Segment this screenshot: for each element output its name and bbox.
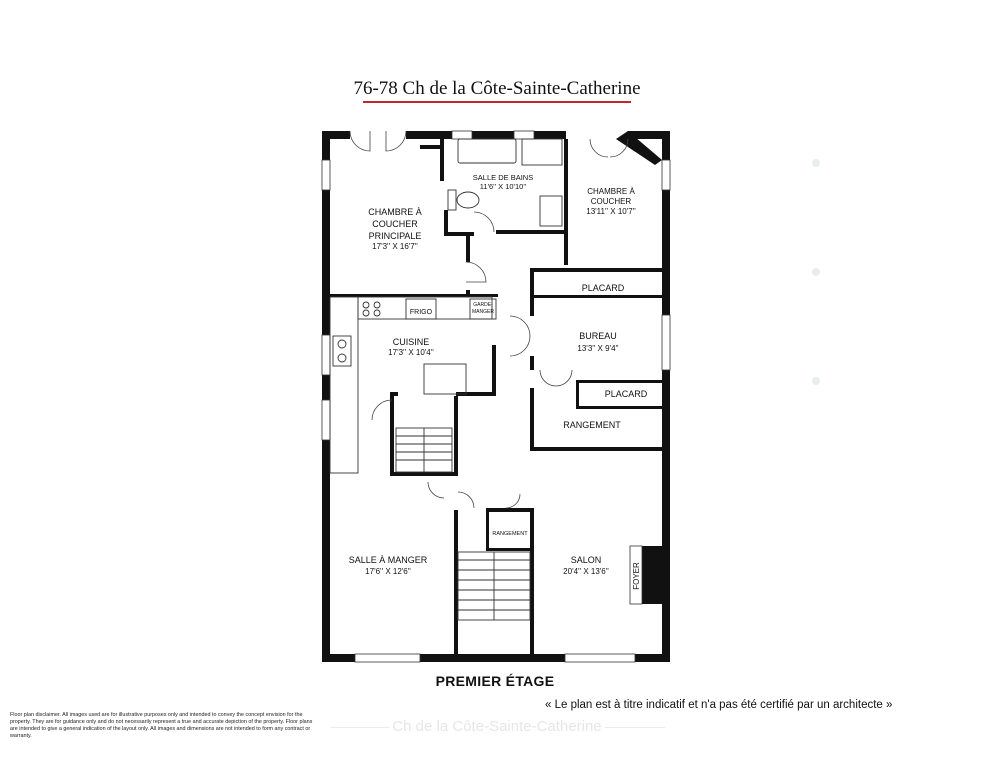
interior-walls xyxy=(330,139,670,660)
label-garde-manger-1: GARDE- xyxy=(473,302,493,308)
label-cuisine: CUISINE xyxy=(392,337,430,347)
dims-salle-de-bains: 11'6'' X 10'10'' xyxy=(479,182,527,191)
label-salle-de-bains: SALLE DE BAINS xyxy=(472,173,534,182)
label-frigo: FRIGO xyxy=(409,309,433,316)
label-rangement-1: RANGEMENT xyxy=(563,420,621,430)
label-rangement-2: RANGEMENT xyxy=(492,531,528,537)
watermark-text: Ch de la Côte-Sainte-Catherine xyxy=(392,718,602,735)
label-chambre-2: COUCHER xyxy=(590,197,632,206)
dims-bureau: 13'3'' X 9'4'' xyxy=(577,344,619,353)
label-salle-a-manger: SALLE À MANGER xyxy=(348,555,428,565)
kitchen-counters xyxy=(330,297,496,473)
label-placard-1: PLACARD xyxy=(581,283,625,293)
dims-cuisine: 17'3'' X 10'4'' xyxy=(388,348,434,357)
dims-chambre: 13'11'' X 10'7'' xyxy=(586,207,636,216)
dims-salon: 20'4'' X 13'6'' xyxy=(563,567,609,576)
floor-label: PREMIER ÉTAGE xyxy=(435,673,555,689)
decorative-dot xyxy=(812,377,820,385)
dims-salle-a-manger: 17'6'' X 12'6'' xyxy=(365,567,411,576)
disclaimer-note: « Le plan est à titre indicatif et n'a pas été certifié par un architecte » xyxy=(545,699,893,711)
plan-title: 76-78 Ch de la Côte-Sainte-Catherine xyxy=(353,78,641,99)
legal-disclaimer: Floor plan disclaimer. All images used are for illustrative purposes only and intended to convey the concept envision for the property. They are for guidance only and do not necessarily represent a true and accurate depiction of the property. Floor plans are intended to give a general indication of the layout only. All images and dimensions are not intended to form any contract or warranty. xyxy=(10,712,313,739)
label-salon: SALON xyxy=(570,555,602,565)
label-garde-manger-2: MANGER xyxy=(472,309,494,315)
dims-chambre-principale: 17'3'' X 16'7'' xyxy=(372,242,418,251)
label-bureau: BUREAU xyxy=(579,331,617,341)
label-chambre-1: CHAMBRE À xyxy=(587,187,635,196)
room-labels xyxy=(349,173,648,604)
label-placard-2: PLACARD xyxy=(604,389,648,399)
label-chambre-principale-2: COUCHER xyxy=(372,219,418,229)
label-foyer: FOYER xyxy=(632,562,641,590)
decorative-dot xyxy=(812,268,820,276)
label-chambre-principale-1: CHAMBRE À xyxy=(368,207,422,217)
label-chambre-principale-3: PRINCIPALE xyxy=(368,231,422,241)
decorative-dot xyxy=(812,159,820,167)
stairs xyxy=(396,428,530,620)
